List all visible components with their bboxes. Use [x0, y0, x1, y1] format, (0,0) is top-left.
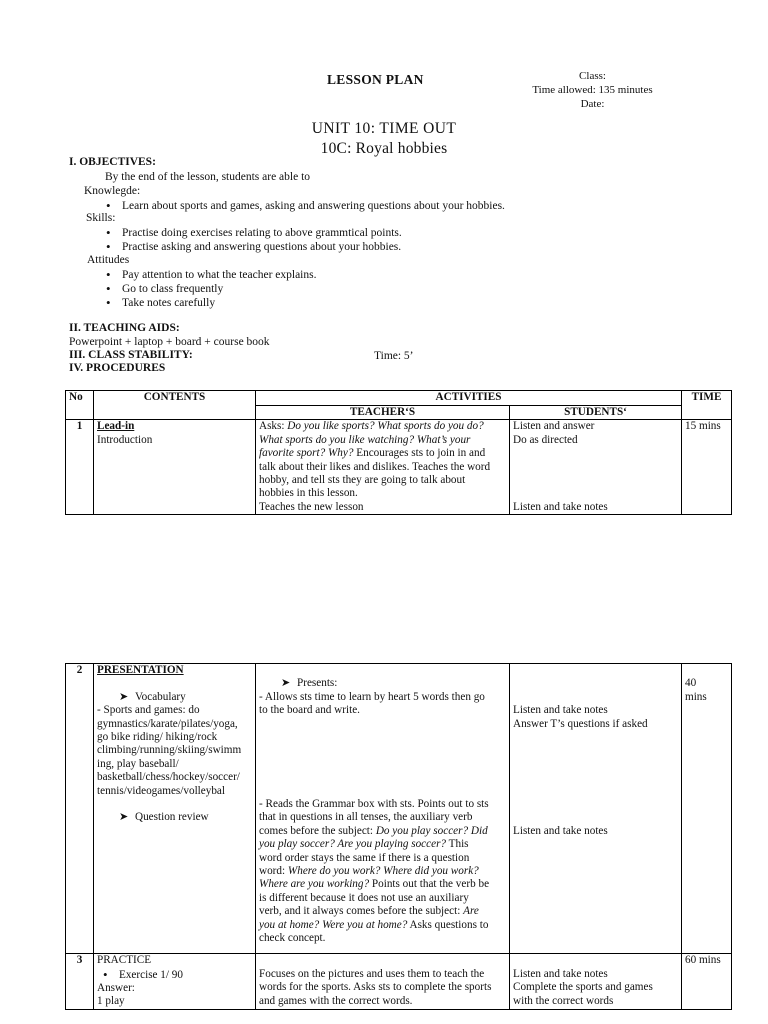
header-teacher: TEACHER‘S [256, 406, 510, 420]
list-item: • Learn about sports and games, asking and answering questions about your hobbies. [100, 199, 505, 213]
class-info [510, 69, 675, 111]
arrow-bullet-icon: ➤ [119, 811, 129, 824]
teacher-line: Teaches the new lesson [259, 500, 364, 513]
unit-title: UNIT 10: TIME OUT [311, 120, 457, 137]
student-activities [510, 664, 682, 954]
procedures-table [65, 390, 732, 515]
teacher-line [259, 420, 506, 433]
objectives-heading: I. OBJECTIVES: [69, 156, 156, 168]
vocab-line: - Sports and games: do [97, 704, 200, 717]
text-run: word: [259, 864, 286, 877]
row-contents [94, 420, 256, 515]
procedures-heading: IV. PROCEDURES [69, 362, 166, 374]
stage-title: PRESENTATION [97, 664, 184, 676]
student-line: Do as directed [513, 433, 578, 446]
student-line: Listen and answer [513, 420, 595, 433]
attitudes-label: Attitudes [87, 254, 130, 266]
teacher-line: word order stays the same if there is a question [259, 851, 470, 864]
answer-label: Answer: [97, 981, 135, 994]
header-students: STUDENTS‘ [510, 406, 682, 420]
teacher-line: that in questions in all tenses, the auxiliary verb [259, 811, 473, 824]
header-no: No [66, 391, 94, 420]
teacher-line: and games with the correct words. [259, 994, 413, 1007]
row-number: 1 [66, 420, 94, 515]
list-item: • Practise asking and answering questions about your hobbies. [100, 240, 402, 254]
header-activities: ACTIVITIES [256, 391, 682, 406]
text-run: This [448, 838, 469, 851]
teacher-line [259, 838, 506, 851]
list-item: • Practise doing exercises relating to above grammtical points. [100, 226, 402, 240]
row-time: 60 mins [682, 954, 732, 1009]
list-item: • Take notes carefully [100, 296, 316, 310]
text-run: Are [463, 905, 479, 918]
table-row [66, 954, 732, 1009]
exercise-list [97, 968, 252, 982]
row-number: 3 [66, 954, 94, 1009]
student-line: Listen and take notes [513, 824, 608, 837]
row-contents [94, 954, 256, 1009]
skills-list [100, 226, 402, 254]
vocab-line: gymnastics/karate/pilates/yoga, [97, 717, 238, 730]
student-line: Answer T’s questions if asked [513, 717, 648, 730]
row-time [682, 664, 732, 954]
arrow-bullet-icon: ➤ [281, 677, 291, 690]
list-item: • Exercise 1/ 90 [97, 968, 252, 982]
teacher-activities [256, 664, 510, 954]
time-allowed: Time allowed: 135 minutes [532, 84, 653, 96]
teacher-line [259, 434, 506, 447]
text-run: verb, and it always comes before the subject: [259, 905, 461, 918]
class-stability-heading: III. CLASS STABILITY: [69, 349, 193, 361]
header-time: TIME [682, 391, 732, 420]
lesson-title: 10C: Royal hobbies [320, 140, 448, 157]
attitudes-list [100, 268, 316, 310]
list-item: • Go to class frequently [100, 282, 316, 296]
teacher-line: is different because it does not use an auxiliary [259, 891, 469, 904]
question-review-subheading [97, 811, 252, 824]
text-run: Asks: [259, 420, 285, 433]
teacher-line [259, 825, 506, 838]
teacher-line: Focuses on the pictures and uses them to teach the [259, 967, 485, 980]
teacher-line [259, 919, 506, 932]
teaching-aids-heading: II. TEACHING AIDS: [69, 322, 180, 334]
document-title: LESSON PLAN [327, 72, 424, 87]
text-run: favorite sport? Why? [259, 447, 354, 460]
row-time: 15 mins [682, 420, 732, 515]
teacher-line: to the board and write. [259, 704, 360, 717]
vocab-line: ing, play baseball/ [97, 757, 179, 770]
vocab-line: climbing/running/skiing/swimm [97, 744, 242, 757]
list-item: • Pay attention to what the teacher explains. [100, 268, 316, 282]
teacher-line [259, 905, 506, 918]
teacher-line: hobbies in this lesson. [259, 487, 358, 500]
vocab-line: go bike riding/ hiking/rock [97, 731, 218, 744]
student-activities [510, 954, 682, 1009]
answer-line: 1 play [97, 995, 125, 1008]
text-run: you play soccer? Are you playing soccer? [259, 838, 447, 851]
vocab-line: basketball/chess/hockey/soccer/ [97, 771, 240, 784]
teacher-line: words for the sports. Asks sts to complete the sports [259, 981, 492, 994]
date-label: Date: [580, 98, 605, 110]
text-run: you at home? Were you at home? [259, 918, 408, 931]
class-label: Class: [579, 70, 606, 82]
skills-label: Skills: [86, 212, 116, 224]
teacher-activities [256, 954, 510, 1009]
teacher-line [259, 865, 506, 878]
text-run: Points out that the verb be [371, 878, 490, 891]
teacher-line [259, 878, 506, 891]
vocabulary-subheading [97, 691, 252, 704]
teacher-line: check concept. [259, 932, 326, 945]
student-activities [510, 420, 682, 515]
time-unit: mins [685, 690, 707, 703]
student-line: Listen and take notes [513, 500, 608, 513]
text-run: Question review [135, 811, 209, 824]
text-run: Do you like sports? What sports do you do? [287, 420, 484, 433]
teacher-line: - Allows sts time to learn by heart 5 words then go [259, 690, 485, 703]
student-line: Listen and take notes [513, 967, 608, 980]
row-number: 2 [66, 664, 94, 954]
text-run: Do you play soccer? Did [375, 824, 488, 837]
table-row [66, 420, 732, 515]
class-stability-time: Time: 5’ [374, 350, 414, 362]
student-line: Complete the sports and games [513, 981, 653, 994]
header-contents: CONTENTS [94, 391, 256, 420]
teacher-activities [256, 420, 510, 515]
teacher-line: hobby, and tell sts they are going to talk about [259, 474, 466, 487]
stage-content: Introduction [97, 433, 153, 446]
presents-subheading [259, 677, 506, 690]
text-run: Where are you working? [259, 878, 370, 891]
teacher-line: talk about their likes and dislikes. Teaches the word [259, 460, 491, 473]
text-run: Asks questions to [409, 918, 489, 931]
table-row [66, 664, 732, 954]
text-run: Vocabulary [135, 690, 186, 703]
stage-title: PRACTICE [97, 954, 152, 967]
objectives-intro: By the end of the lesson, students are able to [105, 171, 311, 183]
time-value: 40 [685, 677, 697, 690]
student-line: with the correct words [513, 994, 614, 1007]
arrow-bullet-icon: ➤ [119, 690, 129, 703]
row-contents [94, 664, 256, 954]
knowledge-label: Knowlegde: [84, 185, 141, 197]
teaching-aids-text: Powerpoint + laptop + board + course book [69, 336, 270, 348]
teacher-line [259, 447, 506, 460]
text-run: comes before the subject: [259, 824, 374, 837]
text-run: Where do you work? Where did you work? [287, 864, 479, 877]
stage-title: Lead-in [97, 420, 135, 433]
vocab-line: tennis/videogames/volleybal [97, 784, 226, 797]
knowledge-list [100, 199, 505, 213]
text-run: Presents: [297, 677, 338, 690]
student-line: Listen and take notes [513, 704, 608, 717]
text-run: What sports do you like watching? What’s your [259, 433, 471, 446]
teacher-line: - Reads the Grammar box with sts. Points out to sts [259, 797, 489, 810]
procedures-table-continued [65, 663, 732, 1010]
text-run: Encourages sts to join in and [356, 447, 486, 460]
